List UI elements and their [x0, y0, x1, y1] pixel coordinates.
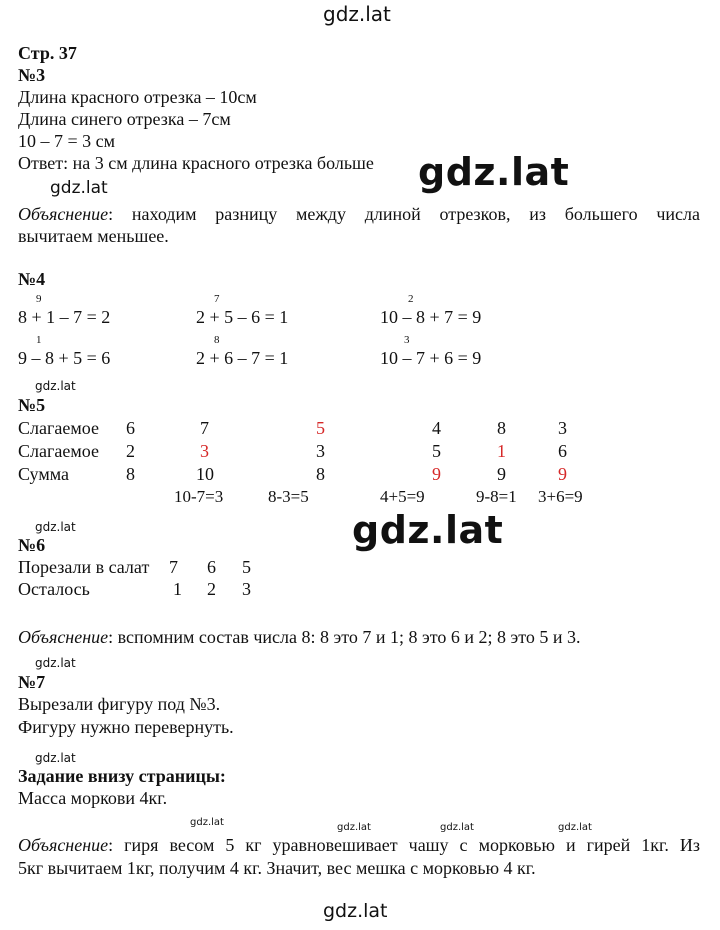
task-4-hint: 9 [36, 293, 42, 305]
table-row-label: Слагаемое [18, 441, 99, 461]
task-3-number: №3 [18, 65, 46, 85]
watermark-tiny-4: gdz.lat [558, 822, 592, 833]
explanation-label: Объяснение [18, 627, 109, 647]
table-cell: 6 [126, 418, 135, 438]
task-5-calculation: 9-8=1 [476, 487, 517, 506]
table-cell: 5 [432, 441, 441, 461]
bottom-task-explanation-line-2: 5кг вычитаем 1кг, получим 4 кг. Значит, вес мешка с морковью 4 кг. [18, 858, 536, 878]
task-6-value: 6 [207, 557, 216, 577]
task-4-expression: 9 – 8 + 5 = 6 [18, 348, 111, 368]
table-cell: 8 [126, 464, 135, 484]
table-cell: 9 [497, 464, 506, 484]
task-3-line-2: Длина синего отрезка – 7см [18, 109, 231, 129]
table-cell-answer: 3 [200, 441, 209, 461]
task-7-line-2: Фигуру нужно перевернуть. [18, 717, 234, 737]
task-4-expression: 8 + 1 – 7 = 2 [18, 307, 111, 327]
task-6-value: 2 [207, 579, 216, 599]
watermark-medium-1: gdz.lat [50, 178, 108, 198]
task-7-line-1: Вырезали фигуру под №3. [18, 694, 221, 714]
task-5-number: №5 [18, 395, 46, 415]
watermark-small-1: gdz.lat [35, 379, 76, 393]
task-3-line-3: 10 – 7 = 3 см [18, 131, 116, 151]
table-cell: 3 [316, 441, 325, 461]
explanation-text: : находим разницу между длиной отрезков, из большего числа [108, 204, 700, 224]
task-5-calculation: 8-3=5 [268, 487, 309, 506]
task-4-hint: 3 [404, 334, 410, 346]
task-6-value: 3 [242, 579, 251, 599]
watermark-tiny-1: gdz.lat [190, 817, 224, 828]
task-4-expression: 10 – 8 + 7 = 9 [380, 307, 482, 327]
watermark-tiny-2: gdz.lat [337, 822, 371, 833]
table-cell-answer: 1 [497, 441, 506, 461]
task-6-value: 5 [242, 557, 251, 577]
task-7-number: №7 [18, 672, 46, 692]
watermark-large-2: gdz.lat [352, 508, 504, 552]
watermark-small-3: gdz.lat [35, 656, 76, 670]
table-cell: 6 [558, 441, 567, 461]
explanation-text: : гиря весом 5 кг уравновешивает чашу с морковью и гирей 1кг. Из [108, 835, 700, 855]
task-4-hint: 8 [214, 334, 220, 346]
task-3-explanation-line-1 [18, 203, 700, 225]
task-5-calculation: 10-7=3 [174, 487, 224, 506]
task-6-row-2-label: Осталось [18, 579, 90, 599]
table-cell-answer: 9 [432, 464, 441, 484]
table-cell-answer: 5 [316, 418, 325, 438]
task-3-explanation-line-2: вычитаем меньшее. [18, 226, 169, 246]
table-cell: 8 [497, 418, 506, 438]
page-label: Стр. 37 [18, 43, 77, 63]
table-cell: 4 [432, 418, 441, 438]
task-6-row-1-label: Порезали в салат [18, 557, 150, 577]
task-4-hint: 2 [408, 293, 414, 305]
table-cell: 8 [316, 464, 325, 484]
task-3-answer: Ответ: на 3 см длина красного отрезка больше [18, 153, 374, 173]
table-cell: 2 [126, 441, 135, 461]
task-4-expression: 2 + 6 – 7 = 1 [196, 348, 289, 368]
task-4-expression: 10 – 7 + 6 = 9 [380, 348, 482, 368]
table-cell: 7 [200, 418, 209, 438]
bottom-task-answer: Масса моркови 4кг. [18, 788, 168, 808]
task-4-hint: 1 [36, 334, 42, 346]
explanation-label: Объяснение [18, 204, 109, 224]
task-4-expression: 2 + 5 – 6 = 1 [196, 307, 289, 327]
task-5-calculation: 4+5=9 [380, 487, 425, 506]
watermark-small-4: gdz.lat [35, 751, 76, 765]
task-5-calculation: 3+6=9 [538, 487, 583, 506]
explanation-label: Объяснение [18, 835, 109, 855]
bottom-task-title: Задание внизу страницы: [18, 766, 226, 786]
watermark-tiny-3: gdz.lat [440, 822, 474, 833]
table-row-label: Слагаемое [18, 418, 99, 438]
watermark-large-1: gdz.lat [418, 150, 570, 194]
table-cell-answer: 9 [558, 464, 567, 484]
task-6-number: №6 [18, 535, 46, 555]
explanation-text: : вспомним состав числа 8: 8 это 7 и 1; 8 это 6 и 2; 8 это 5 и 3. [108, 627, 581, 647]
task-6-value: 1 [173, 579, 182, 599]
table-cell: 10 [196, 464, 214, 484]
table-cell: 3 [558, 418, 567, 438]
watermark-bottom: gdz.lat [323, 900, 388, 922]
task-6-value: 7 [169, 557, 178, 577]
bottom-task-explanation-line-1 [18, 834, 700, 856]
task-4-number: №4 [18, 269, 46, 289]
task-6-explanation [18, 626, 580, 648]
table-row-label: Сумма [18, 464, 69, 484]
watermark-top: gdz.lat [323, 2, 391, 26]
watermark-small-2: gdz.lat [35, 520, 76, 534]
task-3-line-1: Длина красного отрезка – 10см [18, 87, 257, 107]
task-4-hint: 7 [214, 293, 220, 305]
